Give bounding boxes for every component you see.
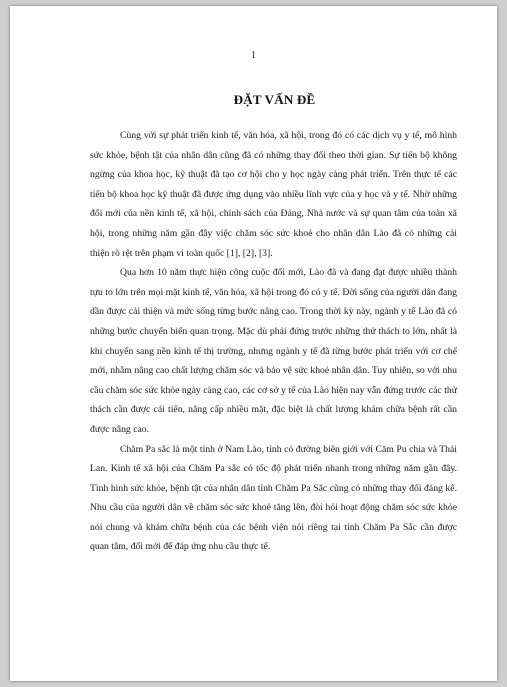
paragraph: Cùng với sự phát triển kinh tế, văn hóa, xã hội, trong đó có các dịch vụ y tế, mô hình sức khỏe, bệnh tật của nhân dân cũng đã có những thay đổi theo thời gian. Sự tiến bộ không ngừng của khoa học, kỹ thuật đã tạo cơ hội cho y học ngày càng phát triển. Trên thực tế các tiến bộ khoa học kỹ thuật đã được ứng dụng vào nhiều lĩnh vực của y học và y tế. Nhờ những đổi mới của nền kinh tế, xã hội, chính sách của Đảng, Nhà nước và sự quan tâm của toàn xã hội, trong những năm gần đây việc chăm sóc sức khoẻ cho nhân dân Lào đã có những cải thiện rõ rệt trên phạm vi toàn quốc [1], [2], [3].	[90, 130, 457, 259]
document-page	[10, 6, 497, 681]
page-number: 1	[251, 50, 256, 61]
document-body	[90, 126, 457, 557]
paragraph: Qua hơn 10 năm thực hiện công cuộc đổi mới, Lào đã và đang đạt được nhiều thành tựu to lớn trên mọi mặt kinh tế, văn hóa, xã hội trong đó có y tế. Đời sống của người dân đang dần được cải thiện và mức sống từng bước nâng cao. Trong thời kỳ này, ngành y tế Lào đã có những bước chuyển biến quan trọng. Mặc dù phải đứng trước những thử thách to lớn, nhất là khi chuyển sang nền kinh tế thị trường, nhưng ngành y tế đã từng bước phát triển với cơ chế mới, nhằm nâng cao chất lượng chăm sóc và bảo vệ sức khoẻ nhân dân. Tuy nhiên, so với nhu cầu chăm sóc sức khỏe ngày càng cao, các cơ sở y tế của Lào hiện nay vẫn đứng trước các thử thách cần được cải tiến, nâng cấp nhiều mặt, đặc biệt là chất lượng khám chữa bệnh rất cần được nâng cao.	[90, 267, 457, 435]
document-title: ĐẶT VẤN ĐỀ	[233, 92, 316, 107]
paragraph: Chăm Pa sắc là một tỉnh ở Nam Lào, tỉnh có đường biên giới với Căm Pu chia và Thái Lan. Kinh tế xã hội của Chăm Pa sắc có tốc độ phát triển nhanh trong những năm gần đây. Tình hình sức khỏe, bệnh tật của nhân dân tỉnh Chăm Pa Sắc cũng có những thay đổi đáng kể. Nhu cầu của người dân về chăm sóc sức khoẻ tăng lên, đòi hỏi hoạt động chăm sóc sức khỏe nói chung và khám chữa bệnh của các bệnh viện nói riêng tại tỉnh Chăm Pa Sắc cần được quan tâm, đổi mới để đáp ứng nhu cầu thực tế.	[90, 443, 457, 553]
